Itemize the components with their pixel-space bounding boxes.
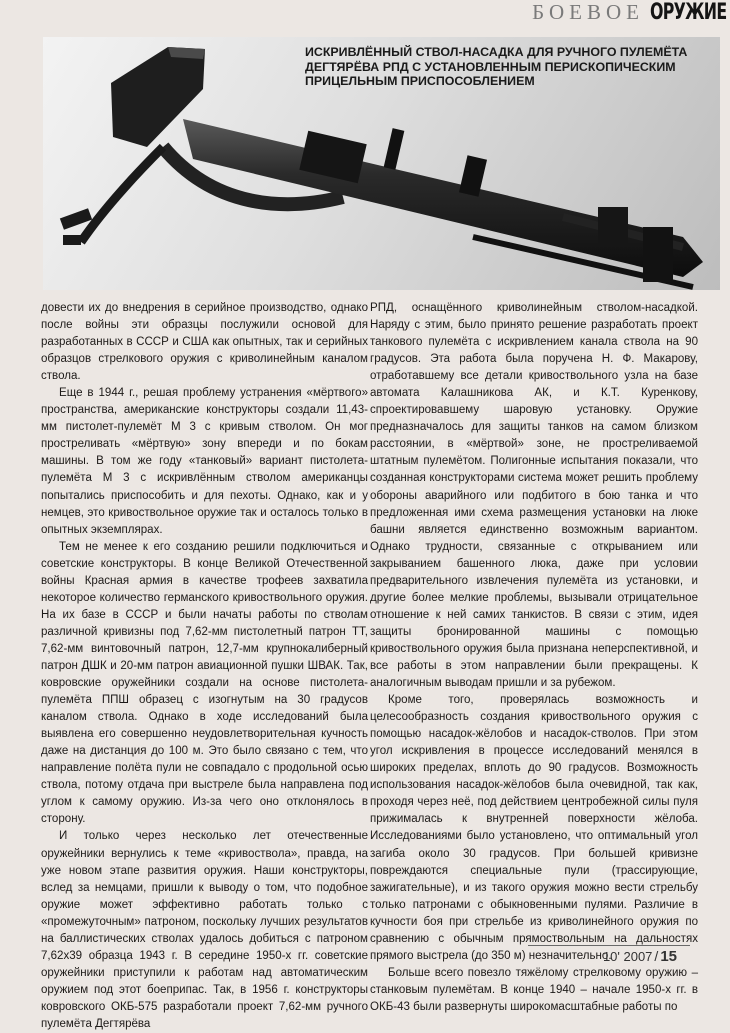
magazine-header (532, 0, 727, 25)
paragraph: Больше всего повезло тяжёлому стрелковому оружию – станковым пулемётам. В конце 1940 – начале 1950-х гг. в ОКБ-43 были развернуты широкомасштабные работы по (370, 966, 698, 1013)
paragraph: Тем не менее к его созданию решили подключиться и советские конструкторы. В конце Великой Отечественной войны Красная армия в качестве трофеев захватила некоторое количество германского кривоствольного оружия. На их базе в СССР и были начаты работы по стволам различной кривизны под 7,62-мм пистолетный патрон ТТ, 7,62-мм винтовочный патрон, 12,7-мм крупнокалиберный патрон ДШК и 20-мм патрон авиационной пушки ШВАК. Так, ковровские оружейники создали на основе пистолета-пулемёта ППШ образец с изогнутым на 30 градусов каналом ствола. Однако в ходе исследований была выявлена его совершенно неудовлетворительная кучность даже на дистанция до 100 м. Это было связано с тем, что направление полёта пули не совпадало с продольной осью ствола, потому отдача при выстреле была направлена под углом к самому оружию. Из-за чего оно отклонялось в сторону. (41, 540, 368, 826)
paragraph: довести их до внедрения в серийное производство, однако после войны эти образцы послужили основой для разработанных в СССР и США как опытных, так и серийных образцов стрелкового оружия с криволинейным каналом ствола. (41, 302, 368, 383)
photo-caption: ИСКРИВЛЁННЫЙ СТВОЛ-НАСАДКА ДЛЯ РУЧНОГО ПУЛЕМЁТА ДЕГТЯРЁВА РПД С УСТАНОВЛЕННЫМ ПЕРИСКОПИЧЕСКИМ ПРИЦЕЛЬНЫМ ПРИСПОСОБЛЕНИЕМ (305, 45, 688, 88)
left-column (41, 300, 368, 1033)
rifle-photo (43, 37, 720, 290)
page-number: 15 (660, 948, 677, 965)
paragraph: Кроме того, проверялась возможность и целесообразность создания кривоствольного оружия с помощью насадок-жёлобов и насадок-стволов. При этом угол искривления в процессе исследований менялся в широких пределах, вплоть до 90 градусов. Возможность использования насадок-жёлобов была очевидной, так как, проходя через неё, под действием центробежной силы пуля прижималась к внутренней поверхности жёлоба. Исследованиями было установлено, что оптимальный угол загиба около 30 градусов. При большей кривизне повреждаются специальные пули (трассирующие, зажигательные), и из такого оружия можно вести стрельбу только патронами с обыкновенными пулями. Различие в кучности боя при стрельбе из криволинейного оружия по сравнению с обычным прямоствольным на дальностях прямого выстрела (до 350 м) незначительно. (370, 694, 698, 962)
issue-number: 10' 2007 (602, 949, 653, 964)
paragraph: РПД, оснащённого криволинейным стволом-насадкой. Наряду с этим, было принято решение разработать проект танкового пулемёта с искривлением канала ствола на 90 градусов. Эта работа была поручена Н. Ф. Макарову, отработавшему все детали кривоствольного узла на базе автомата Калашникова АК, и К.Т. Куренкову, спроектировавшему шаровую установку. Оружие предназначалось для защиты танков на самом близком расстоянии, в «мёртвой» зоне, не простреливаемой штатным пулемётом. Полигонные испытания показали, что созданная конструкторами система может решить проблему обороны аварийного или подбитого в бою танка и что предложенная ими схема размещения установки на люке башни является единственно возможным вариантом. Однако трудности, связанные с открыванием или закрыванием башенного люка, даже при условии предварительного извлечения пулемёта из установки, и другие более мелкие проблемы, вызывали отрицательное отношение к ней самих танкистов. В связи с этим, идея защиты бронированной машины с помощью кривоствольного оружия была признана неперспективной, и все работы в этом направлении были прекращены. К аналогичным выводам пришли и за рубежом. (370, 302, 698, 690)
header-section-word: БОЕВОЕ (532, 0, 644, 24)
paragraph: Еще в 1944 г., решая проблему устранения «мёртвого» пространства, американские конструкторы создали 11,43-мм пистолет-пулемёт М 3 с кривым стволом. Он мог простреливать «мёртвую» зону впереди и по бокам машины. В том же году «танковый» вариант пистолета-пулемёта М 3 с искривлённым стволом американцы попытались приспособить и для пехоты. Однако, как и у немцев, это кривоствольное оружие так и осталось только в опытных экземплярах. (41, 387, 368, 536)
page-footer (603, 948, 677, 965)
header-logo: ОРУЖИЕ (650, 0, 727, 25)
right-column (370, 300, 698, 1016)
footer-separator: / (654, 948, 659, 964)
footer-rule (528, 945, 690, 946)
paragraph: И только через несколько лет отечественные оружейники вернулись к теме «кривоствола», правда, на уже новом этапе развития оружия. Наши конструкторы, вслед за немцами, пришли к выводу о том, что подобное оружие может эффективно работать только с «промежуточным» патроном, поскольку лучших результатов на баллистических стволах удалось добиться с патроном 7,62х39 образца 1943 г. В середине 1950-х гг. советские оружейники приступили к работам над автоматическим оружием под этот боеприпас. Так, в 1956 г. конструкторы ковровского ОКБ-575 разработали проект 7,62-мм ручного пулемёта Дегтярёва (41, 830, 368, 1030)
